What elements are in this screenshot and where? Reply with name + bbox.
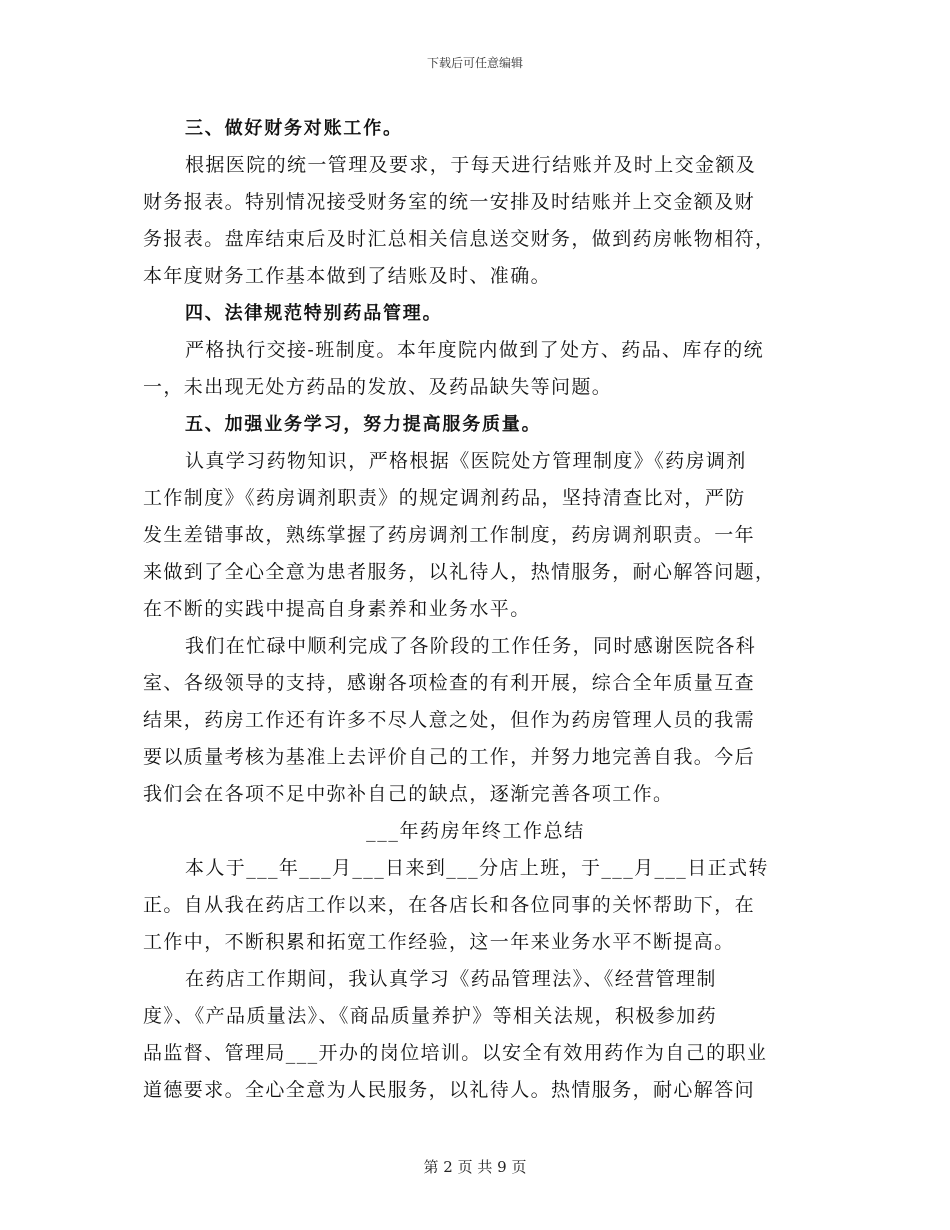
paragraph-line: 财务报表。特别情况接受财务室的统一安排及时结账并上交金额及财: [143, 191, 756, 213]
paragraph-line: 务报表。盘库结束后及时汇总相关信息送交财务，做到药房帐物相符，: [143, 228, 776, 250]
paragraph-line: 在不断的实践中提高自身素养和业务水平。: [143, 598, 531, 620]
paragraph-line: 我们会在各项不足中弥补自己的缺点，逐渐完善各项工作。: [143, 783, 674, 805]
paragraph-line: 我们在忙碌中顺利完成了各阶段的工作任务，同时感谢医院各科: [185, 635, 757, 657]
paragraph-line: 发生差错事故，熟练掌握了药房调剂工作制度，药房调剂职责。一年: [143, 524, 756, 546]
paragraph-line: 认真学习药物知识，严格根据《医院处方管理制度》《药房调剂: [185, 450, 747, 472]
paragraph-line: 度》、《产品质量法》、《商品质量养护》等相关法规，积极参加药: [143, 1005, 718, 1027]
paragraph-line: 工作中，不断积累和拓宽工作经验，这一年来业务水平不断提高。: [143, 931, 735, 953]
paragraph-line: 本人于___年___月___日来到___分店上班，于___月___日正式转: [185, 857, 769, 879]
paragraph-line: 严格执行交接-班制度。本年度院内做到了处方、药品、库存的统: [185, 339, 765, 361]
paragraph-line: 品监督、管理局___开办的岗位培训。以安全有效用药作为自己的职业: [143, 1042, 768, 1064]
section-heading: 五、加强业务学习，努力提高服务质量。: [185, 414, 542, 435]
paragraph-line: 根据医院的统一管理及要求，于每天进行结账并及时上交金额及: [185, 154, 757, 176]
paragraph-line: 要以质量考核为基准上去评价自己的工作，并努力地完善自我。今后: [143, 746, 756, 768]
page-footer: 第 2 页 共 9 页: [423, 1158, 527, 1176]
paragraph-line: 工作制度》《药房调剂职责》的规定调剂药品，坚持清查比对，严防: [143, 487, 746, 509]
paragraph-line: 室、各级领导的支持，感谢各项检查的有利开展，综合全年质量互查: [143, 672, 756, 694]
page-header: 下载后可任意编辑: [426, 56, 523, 70]
paragraph-line: 本年度财务工作基本做到了结账及时、准确。: [143, 265, 552, 287]
document-body: [143, 110, 808, 1109]
document-title: ___年药房年终工作总结: [366, 820, 585, 842]
paragraph-line: 在药店工作期间，我认真学习《药品管理法》、《经营管理制: [185, 968, 717, 990]
paragraph-line: 结果，药房工作还有许多不尽人意之处，但作为药房管理人员的我需: [143, 709, 756, 731]
paragraph-line: 道德要求。全心全意为人民服务，以礼待人。热情服务，耐心解答问: [143, 1079, 756, 1101]
paragraph-line: 来做到了全心全意为患者服务，以礼待人，热情服务，耐心解答问题，: [143, 561, 776, 583]
section-heading: 三、做好财务对账工作。: [185, 118, 403, 139]
paragraph-line: 一，未出现无处方药品的发放、及药品缺失等问题。: [143, 376, 613, 398]
section-heading: 四、法律规范特别药品管理。: [185, 303, 443, 324]
paragraph-line: 正。自从我在药店工作以来，在各店长和各位同事的关怀帮助下，在: [143, 894, 756, 916]
